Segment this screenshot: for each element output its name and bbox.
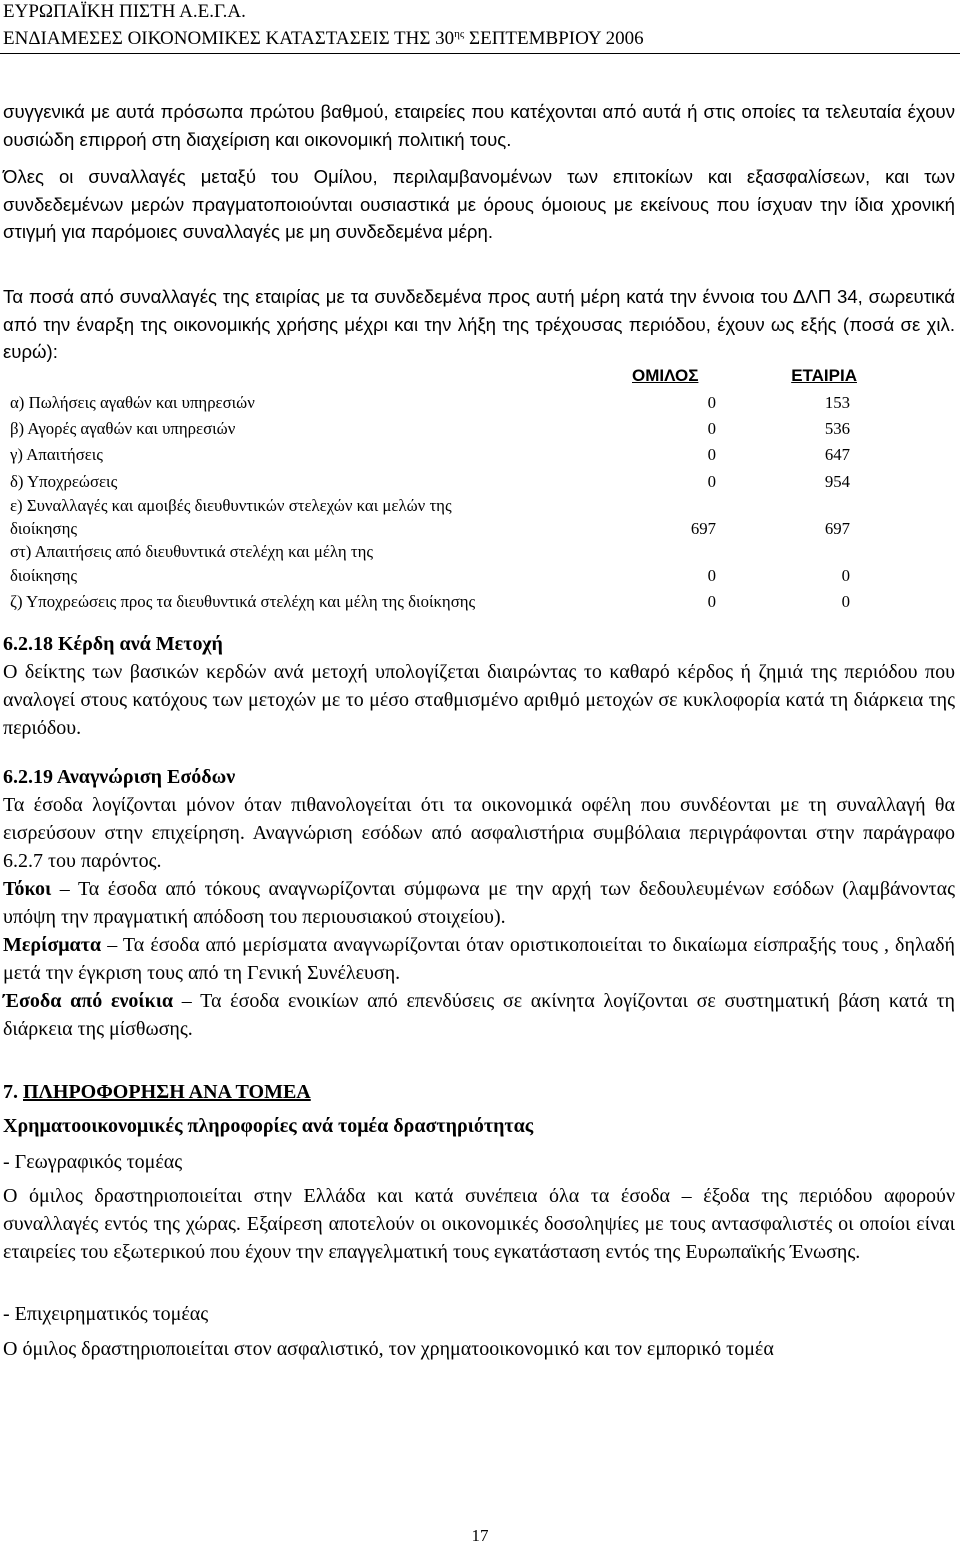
table-row: ε) Συναλλαγές και αμοιβές διευθυντικών στελεχών και μελών της (10, 496, 452, 515)
geo-segment-label: - Γεωγραφικός τομέας (3, 1151, 183, 1173)
section-title-revenue: 6.2.19 Αναγνώριση Εσόδων (3, 766, 236, 788)
business-segment-label: - Επιχειρηματικός τομέας (3, 1303, 209, 1325)
revenue-paragraph: Τα έσοδα λογίζονται μόνον όταν πιθανολογείται ότι τα οικονομικά οφέλη που συνδέονται με τη συναλλαγή θα εισρεύσουν στην επιχείρηση. Αναγνώριση εσόδων από ασφαλιστήρια συμβόλαια περιγράφονται στην παράγραφο 6.2.7 του παρόντος. (3, 794, 955, 872)
table-row: ζ) Υποχρεώσεις προς τα διευθυντικά στελέχη και μέλη της διοίκησης 0 0 (10, 592, 850, 611)
business-segment-paragraph: Ο όμιλος δραστηριοποιείται στον ασφαλιστικό, τον χρηματοοικονομικό και τον εμπορικό τομέα (3, 1338, 774, 1360)
table-row: στ) Απαιτήσεις από διευθυντικά στελέχη και μέλη της (10, 542, 374, 561)
segment-subtitle: Χρηματοοικονομικές πληροφορίες ανά τομέα δραστηριότητας (3, 1115, 534, 1137)
column-header-company: ΕΤΑΙΡΙΑ (791, 366, 857, 385)
column-header-group: ΟΜΙΛΟΣ (632, 366, 699, 385)
table-row: διοίκησης 697 697 (10, 519, 850, 538)
geo-segment-paragraph: Ο όμιλος δραστηριοποιείται στην Ελλάδα και κατά συνέπεια όλα τα έσοδα – έξοδα της περιόδου αφορούν συναλλαγές εντός της χώρας. Εξαίρεση αποτελούν οι οικονομικές δοσοληψίες με τους αντασφαλιστές οι οποίοι είναι εταιρείες του εξωτερικού που έχουν την επαγγελματική τους εγκατάσταση εντός της Ευρωπαϊκής Ένωσης. (3, 1185, 955, 1263)
related-parties-paragraph-1: συγγενικά με αυτά πρόσωπα πρώτου βαθμού, εταιρείες που κατέχονται από αυτά ή στις οποίες τα τελευταία έχουν ουσιώδη επιρροή στη διαχείριση και οικονομική πολιτική τους. (3, 101, 955, 150)
table-row: α) Πωλήσεις αγαθών και υπηρεσιών 0 153 (10, 393, 850, 412)
related-parties-paragraph-3: Τα ποσά από συναλλαγές της εταιρίας με τα συνδεδεμένα προς αυτή μέρη κατά την έννοια του ΔΛΠ 34, σωρευτικά από την έναρξη της οικονομικής χρήσης μέχρι και την λήξη της τρέχουσας περιόδου, έχουν ως εξής (ποσά σε χιλ. ευρώ): (3, 286, 955, 363)
header-rule (0, 53, 960, 54)
eps-paragraph: Ο δείκτης των βασικών κερδών ανά μετοχή υπολογίζεται διαιρώντας το καθαρό κέρδος ή ζημιά της περιόδου που αναλογεί στους κατόχους των μετοχών με το μέσο σταθμισμένο αριθμό μετοχών σε κυκλοφορία κατά τη διάρκεια της περιόδου. (3, 661, 955, 739)
header-report-title: ΕΝΔΙΑΜΕΣΕΣ ΟΙΚΟΝΟΜΙΚΕΣ ΚΑΤΑΣΤΑΣΕΙΣ ΤΗΣ $30^{\eta\varsigma}$ ΣΕΠΤΕΜΒΡΙΟΥ 2006 (3, 28, 644, 49)
interest-paragraph: Τόκοι – Τα έσοδα από τόκους αναγνωρίζονται σύμφωνα με την αρχή των δεδουλευμένων εσόδων (λαμβάνοντας υπόψη την πραγματική απόδοση του περιουσιακού στοιχείου). (3, 878, 955, 928)
rent-paragraph: Έσοδα από ενοίκια – Τα έσοδα ενοικίων από επενδύσεις σε ακίνητα λογίζονται σε συστηματική βάση κατά τη διάρκεια της μίσθωσης. (3, 990, 955, 1040)
page-number: 17 (471, 1526, 489, 1545)
table-row: γ) Απαιτήσεις 0 647 (10, 445, 850, 464)
section-title-segment: 7. ΠΛΗΡΟΦΟΡΗΣΗ ΑΝΑ ΤΟΜΕΑ (3, 1081, 311, 1103)
table-row: δ) Υποχρεώσεις 0 954 (10, 472, 850, 491)
related-parties-paragraph-2: Όλες οι συναλλαγές μεταξύ του Ομίλου, περιλαμβανομένων των επιτοκίων και εξασφαλίσεων, και των συνδεδεμένων μερών πραγματοποιούνται ουσιαστικά με όρους όμοιους με εκείνους που ίσχυαν την ίδια χρονική στιγμή για παρόμοιες συναλλαγές με μη συνδεδεμένα μέρη. (3, 166, 955, 243)
table-row: διοίκησης 0 0 (10, 566, 850, 585)
dividends-paragraph: Μερίσματα – Τα έσοδα από μερίσματα αναγνωρίζονται όταν οριστικοποιείται το δικαίωμα είσπραξής τους , δηλαδή μετά την έγκριση τους από τη Γενική Συνέλευση. (3, 934, 955, 984)
table-row: β) Αγορές αγαθών και υπηρεσιών 0 536 (10, 419, 850, 438)
section-title-eps: 6.2.18 Κέρδη ανά Μετοχή (3, 633, 223, 655)
header-company: ΕΥΡΩΠΑΪΚΗ ΠΙΣΤΗ Α.Ε.Γ.Α. (3, 1, 246, 22)
